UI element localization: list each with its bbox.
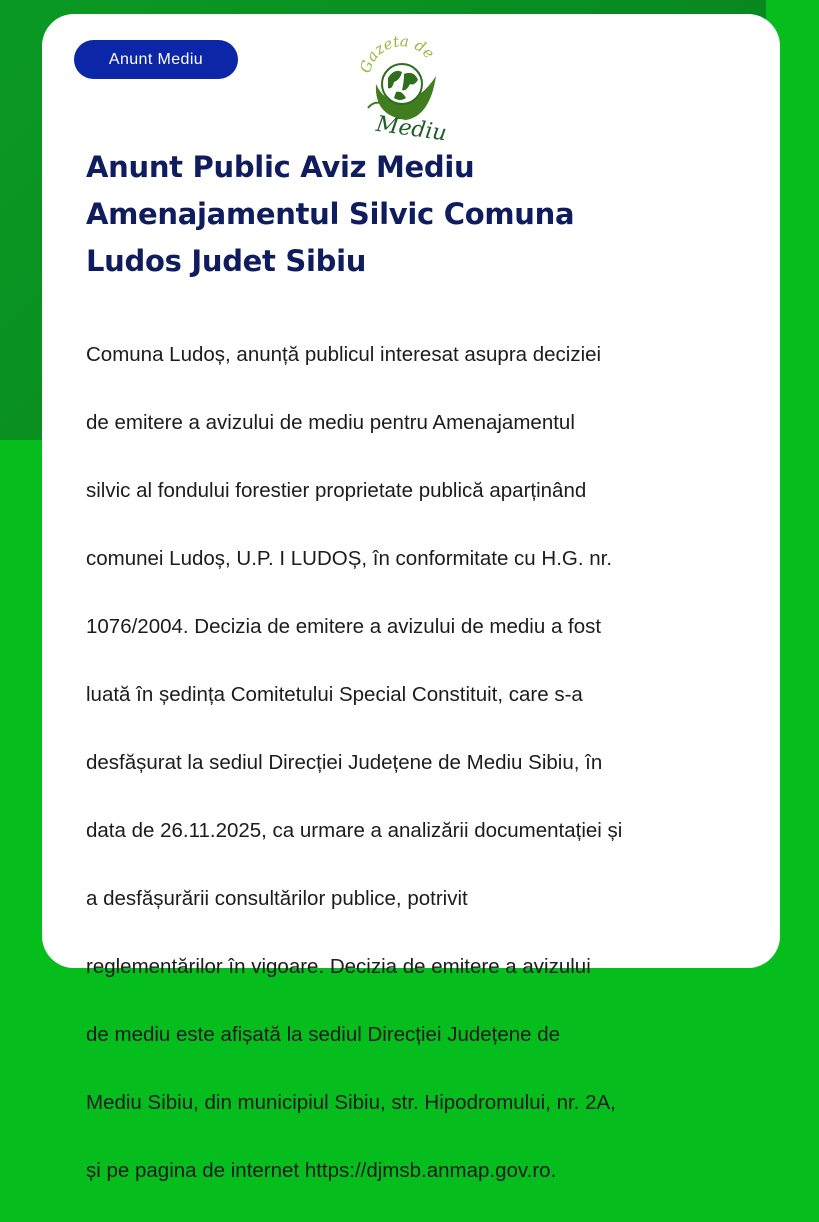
body-line: Mediu Sibiu, din municipiul Sibiu, str. Hipodromului, nr. 2A,: [86, 1091, 616, 1114]
body-line: luată în ședința Comitetului Special Constituit, care s-a: [86, 683, 583, 706]
body-line: a desfășurării consultărilor publice, potrivit: [86, 887, 468, 910]
body-line: Comuna Ludoș, anunță publicul interesat asupra deciziei: [86, 343, 602, 366]
body-line: și pe pagina de internet https://djmsb.anmap.gov.ro.: [86, 1159, 557, 1182]
title-line: Amenajamentul Silvic Comuna: [86, 197, 575, 231]
category-badge-label: Anunt Mediu: [108, 50, 204, 68]
title-line: Anunt Public Aviz Mediu: [86, 150, 475, 184]
announcement-card: [42, 14, 780, 1182]
article-body: [86, 304, 766, 1222]
body-line: de emitere a avizului de mediu pentru Amenajamentul: [86, 411, 575, 434]
body-line: comunei Ludoș, U.P. I LUDOȘ, în conformitate cu H.G. nr.: [86, 547, 613, 570]
gazeta-de-mediu-logo: [344, 28, 456, 140]
body-line: data de 26.11.2025, ca urmare a analizării documentației și: [86, 819, 623, 842]
body-line: desfășurat la sediul Direcției Județene de Mediu Sibiu, în: [86, 751, 603, 774]
logo-top-text: Gazeta de: [356, 32, 439, 76]
article-title: [86, 144, 726, 285]
body-line: silvic al fondului forestier proprietate publică aparținând: [86, 479, 587, 502]
body-line: reglementărilor în vigoare. Decizia de emitere a avizului: [86, 955, 591, 978]
category-badge[interactable]: [74, 40, 238, 79]
body-line: de mediu este afișată la sediul Direcției Județene de: [86, 1023, 561, 1046]
logo-bottom-text: Mediu: [374, 111, 449, 140]
title-line: Ludos Judet Sibiu: [86, 244, 367, 278]
globe-leaf-icon: [344, 28, 456, 140]
body-line: 1076/2004. Decizia de emitere a avizului de mediu a fost: [86, 615, 602, 638]
